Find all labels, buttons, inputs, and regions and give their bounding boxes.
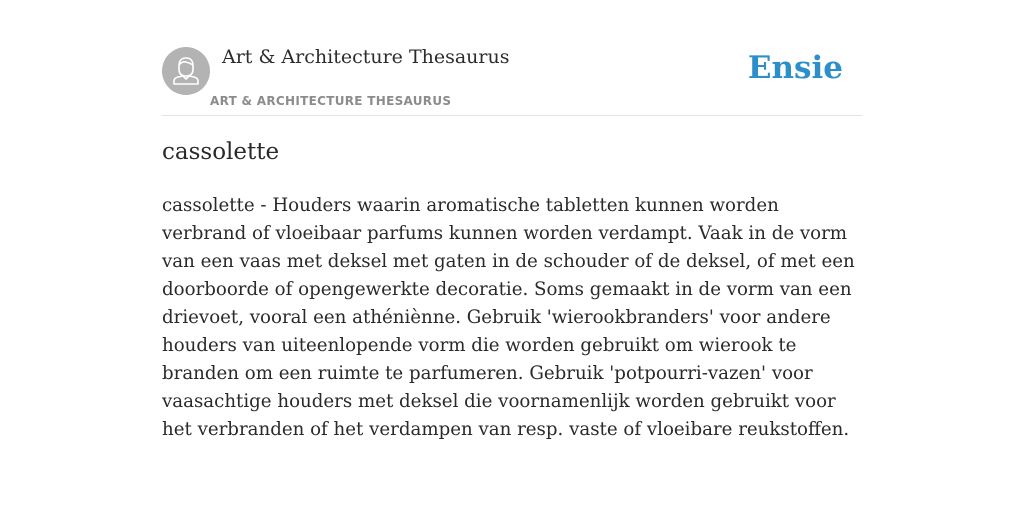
source-label[interactable]: ART & ARCHITECTURE THESAURUS [210, 94, 452, 108]
author-name[interactable]: Art & Architecture Thesaurus [222, 46, 510, 68]
entry-card [162, 0, 862, 440]
entry-title: cassolette [162, 139, 280, 165]
avatar[interactable] [162, 47, 210, 95]
user-icon [162, 47, 210, 95]
entry-definition: cassolette - Houders waarin aromatische tabletten kunnen worden verbrand of vloeibaar parfums kunnen worden verdampt. Vaak in de vorm van een vaas met deksel met gaten in de schouder of de deksel, of met een doorboorde of opengewerkte decoratie. Soms gemaakt in de vorm van een drievoet, vooral een athéniènne. Gebruik 'wierookbranders' voor andere houders van uiteenlopende vorm die worden gebruikt om wierook te branden om een ruimte te parfumeren. Gebruik 'potpourri-vazen' voor vaasachtige houders met deksel die voornamenlijk worden gebruikt voor het verbranden of het verdampen van resp. vaste of vloeibare reukstoffen. [162, 195, 855, 440]
entry-header [162, 0, 862, 116]
brand-logo[interactable]: Ensie [747, 50, 843, 86]
